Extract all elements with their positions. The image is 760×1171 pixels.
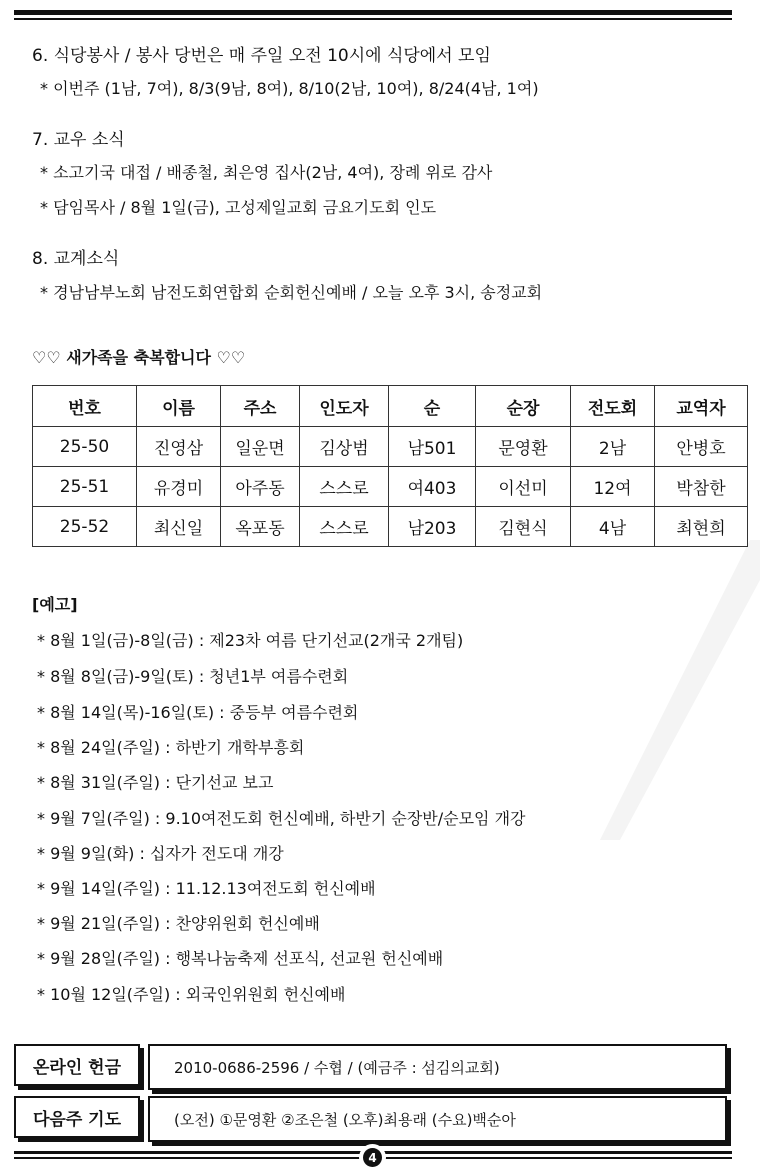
next-week-prayer-label: 다음주 기도 [32,1109,122,1130]
online-offering-value-box [148,1044,727,1090]
table-cell: 김상범 [300,427,389,467]
next-week-prayer-value-box [148,1096,727,1142]
schedule-item: * 9월 21일(주일) : 찬양위원회 헌신예배 [37,914,320,933]
col-header-group: 순 [389,386,476,427]
table-cell: 아주동 [221,467,300,507]
section-7-title: 7. 교우 소식 [32,130,125,150]
online-offering-account: 2010-0686-2596 / 수협 / (예금주 : 섬김의교회) [174,1058,500,1077]
table-cell: 최신일 [137,507,221,547]
table-cell: 4남 [571,507,655,547]
table-header-row [33,386,748,427]
new-family-table [32,385,748,547]
col-header-name: 이름 [137,386,221,427]
section-7-line-2: * 담임목사 / 8월 1일(금), 고성제일교회 금요기도회 인도 [40,198,437,217]
schedule-item: * 10월 12일(주일) : 외국인위원회 헌신예배 [37,985,346,1004]
table-row [33,507,748,547]
table-cell: 최현희 [655,507,748,547]
top-rule-thin [14,18,732,20]
schedule-item: * 9월 7일(주일) : 9.10여전도회 헌신예배, 하반기 순장반/순모임 개강 [37,809,526,828]
section-8-line-1: * 경남남부노회 남전도회연합회 순회헌신예배 / 오늘 오후 3시, 송정교회 [40,283,543,302]
section-6-title: 6. 식당봉사 / 봉사 당번은 매 주일 오전 10시에 식당에서 모임 [32,46,491,66]
online-offering-label: 온라인 헌금 [32,1057,122,1078]
schedule-title: [예고] [32,595,78,614]
table-row [33,427,748,467]
table-cell: 스스로 [300,467,389,507]
schedule-item: * 9월 14일(주일) : 11.12.13여전도회 헌신예배 [37,879,376,898]
table-cell: 이선미 [476,467,571,507]
col-header-address: 주소 [221,386,300,427]
table-cell: 옥포동 [221,507,300,547]
online-offering-label-box [14,1044,140,1086]
page-number: 4 [363,1148,382,1167]
section-6-line-1: * 이번주 (1남, 7여), 8/3(9남, 8여), 8/10(2남, 10여), 8/24(4남, 1여) [40,79,539,98]
schedule-item: * 9월 28일(주일) : 행복나눔축제 선포식, 선교원 헌신예배 [37,949,444,968]
table-cell: 스스로 [300,507,389,547]
schedule-item: * 8월 8일(금)-9일(토) : 청년1부 여름수련회 [37,667,349,686]
table-cell: 남501 [389,427,476,467]
next-week-prayer-label-box [14,1096,140,1138]
col-header-mission-society: 전도회 [571,386,655,427]
schedule-item: * 8월 24일(주일) : 하반기 개학부흥회 [37,738,305,757]
table-cell: 박참한 [655,467,748,507]
section-7-line-1: * 소고기국 대접 / 배종철, 최은영 집사(2남, 4여), 장례 위로 감사 [40,163,493,182]
table-cell: 12여 [571,467,655,507]
table-row [33,467,748,507]
top-rule-thick [14,10,732,15]
section-8-title: 8. 교계소식 [32,249,120,269]
table-cell: 2남 [571,427,655,467]
table-cell: 안병호 [655,427,748,467]
schedule-item: * 8월 31일(주일) : 단기선교 보고 [37,773,274,792]
watermark-stripe [600,540,760,840]
col-header-guide: 인도자 [300,386,389,427]
col-header-number: 번호 [33,386,137,427]
table-cell: 여403 [389,467,476,507]
col-header-group-leader: 순장 [476,386,571,427]
table-cell: 유경미 [137,467,221,507]
table-cell: 문영환 [476,427,571,467]
table-cell: 일운면 [221,427,300,467]
table-cell: 25-50 [33,427,137,467]
schedule-item: * 9월 9일(화) : 십자가 전도대 개강 [37,844,284,863]
table-cell: 남203 [389,507,476,547]
table-cell: 25-51 [33,467,137,507]
next-week-prayer-names: (오전) ①문영환 ②조은철 (오후)최용래 (수요)백순아 [174,1110,516,1129]
table-cell: 25-52 [33,507,137,547]
schedule-item: * 8월 1일(금)-8일(금) : 제23차 여름 단기선교(2개국 2개팀) [37,631,464,650]
new-family-title: ♡♡ 새가족을 축복합니다 ♡♡ [32,348,246,367]
schedule-item: * 8월 14일(목)-16일(토) : 중등부 여름수련회 [37,703,359,722]
table-cell: 진영삼 [137,427,221,467]
table-cell: 김현식 [476,507,571,547]
col-header-pastor: 교역자 [655,386,748,427]
